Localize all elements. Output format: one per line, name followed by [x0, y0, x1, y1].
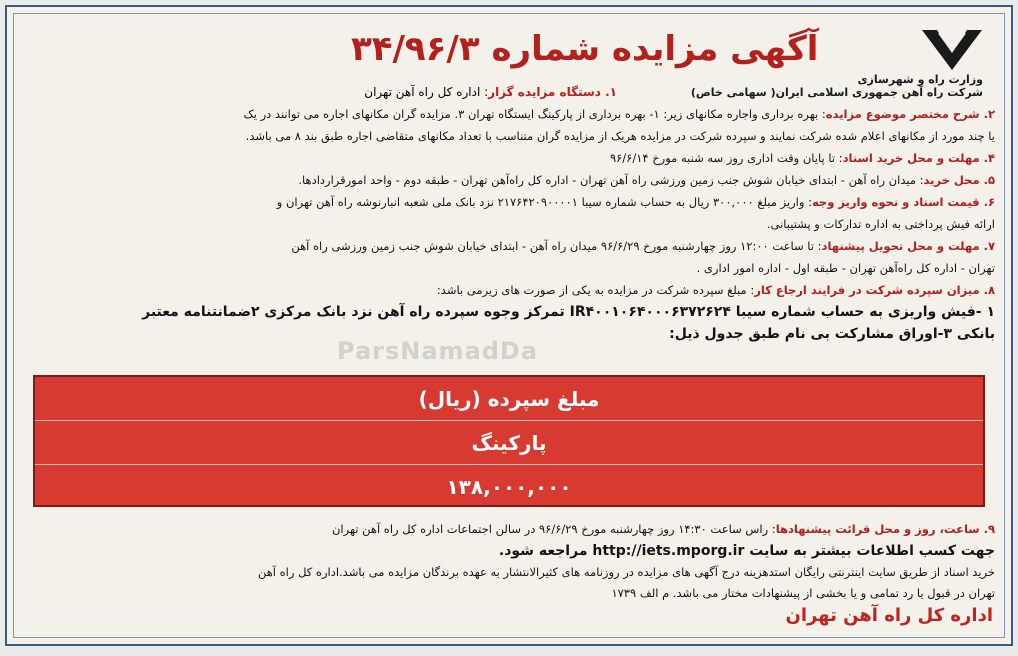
- section-8: [23, 279, 995, 301]
- section-2-text: : بهره برداری واجاره مکانهای زیر: ۱- بهره برداری از پارکینگ ایستگاه تهران ۳. مزایده گران مکانهای اجاره می توانند در یک: [243, 107, 826, 121]
- section-9-text: : راس ساعت ۱۴:۳۰ روز چهارشنبه مورخ ۹۶/۶/۲۹ در سالن اجتماعات اداره کل راه آهن تهران: [331, 522, 776, 536]
- ministry-name: [691, 73, 983, 99]
- info-website: جهت کسب اطلاعات بیشتر به سایت http://iets.mporg.ir مراجعه شود.: [498, 543, 995, 559]
- page-title: آگهی مزایده شماره ۳۴/۹۶/۳: [351, 29, 819, 69]
- section-5-label: ۵. محل خرید: [923, 173, 995, 187]
- section-7-label: ۷. مهلت و محل تحویل پیشنهاد: [821, 239, 995, 253]
- section-2-label: ۲. شرح مختصر موضوع مزایده: [825, 107, 995, 121]
- section-7-text-cont: تهران - اداره کل راه‌آهن تهران - طبقه اول - اداره امور اداری .: [696, 261, 995, 275]
- section-8-deposit-options: ۱ -فیش واریزی به حساب شماره سیبا IR۴۰۰۱۰۶۴۰۰۰۶۳۷۲۶۲۴ تمرکز وجوه سپرده راه آهن نزد بانک مرکزی ۲ضمانتنامه معتبر: [142, 304, 995, 320]
- ministry-label: وزارت راه و شهرسازی: [857, 73, 983, 86]
- section-4-text: : تا پایان وقت اداری روز سه شنبه مورخ ۹۶/۶/۱۴: [609, 151, 843, 165]
- auction-notice: [5, 5, 1013, 646]
- signature: اداره کل راه آهن تهران: [785, 605, 993, 626]
- section-4-label: ۴. مهلت و محل خرید اسناد: [842, 151, 995, 165]
- table-row-item: پارکینگ: [35, 421, 983, 465]
- railway-logo-icon: [917, 25, 987, 75]
- section-6: [23, 191, 995, 213]
- section-1-text: : اداره کل راه آهن تهران: [364, 85, 489, 99]
- section-4: [23, 147, 995, 169]
- note-line-1: خرید اسناد از طریق سایت اینترنتی رایگان استدهزینه درج آگهی های مزایده در روزنامه های کثیرالانتشار به عهده برندگان مزایده می باشد.اداره کل راه آهن: [257, 565, 995, 579]
- notice-footer: [23, 519, 995, 604]
- section-6-text-cont: ارائه فیش پرداختی به اداره تدارکات و پشتیبانی.: [766, 217, 995, 231]
- notice-body: [23, 103, 995, 345]
- section-2: [23, 103, 995, 125]
- notice-header: [21, 15, 997, 99]
- section-1: [364, 85, 617, 99]
- section-8-text: : مبلغ سپرده شرکت در مزایده به یکی از صورت های زیرمی باشد:: [436, 283, 755, 297]
- company-label: شرکت راه آهن جمهوری اسلامی ایران( سهامی خاص): [690, 86, 983, 99]
- section-9: [23, 519, 995, 540]
- section-1-label: ۱. دستگاه مزایده گزار: [488, 85, 617, 99]
- note-line-2: تهران در قبول یا رد تمامی و یا بخشی از پیشنهادات مختار می باشد. م الف ۱۷۳۹: [611, 586, 995, 600]
- section-9-label: ۹. ساعت، روز و محل قرائت پیشنهادها: [775, 522, 995, 536]
- section-7: [23, 235, 995, 257]
- section-6-text: : واریز مبلغ ۳۰۰,۰۰۰ ریال به حساب شماره سیبا ۲۱۷۶۴۲۰۹۰۰۰۰۱ نزد بانک ملی شعبه انبارنوشه راه آهن تهران و: [276, 195, 812, 209]
- table-row-amount: ۱۳۸,۰۰۰,۰۰۰: [446, 474, 572, 499]
- section-7-text: : تا ساعت ۱۲:۰۰ روز چهارشنبه مورخ ۹۶/۶/۲۹ میدان راه آهن - ابتدای خیابان شوش جنب زمین ورزشی راه آهن: [291, 239, 822, 253]
- section-5: [23, 169, 995, 191]
- section-6-label: ۶. قیمت اسناد و نحوه واریز وجه: [811, 195, 995, 209]
- watermark: ParsNamadDa: [337, 337, 539, 365]
- section-8-label: ۸. میزان سپرده شرکت در فرایند ارجاع کار: [754, 283, 995, 297]
- section-8-deposit-options-cont: بانکی ۳-اوراق مشارکت بی نام طبق جدول ذیل:: [669, 326, 995, 342]
- deposit-table: [33, 375, 985, 507]
- section-5-text: : میدان راه آهن - ابتدای خیابان شوش جنب زمین ورزشی راه آهن تهران - اداره کل راه‌آهن تهران - طبقه دوم - واحد امورقراردادها.: [298, 173, 924, 187]
- table-header: مبلغ سپرده (ریال): [35, 377, 983, 421]
- section-2-text-cont: یا چند مورد از مکانهای اعلام شده شرکت نمایند و سپرده شرکت در مزایده هریک از مزایده گران متناسب با تعداد مکانهای متقاضی اجاره طبق بند ۸ می باشد.: [245, 129, 995, 143]
